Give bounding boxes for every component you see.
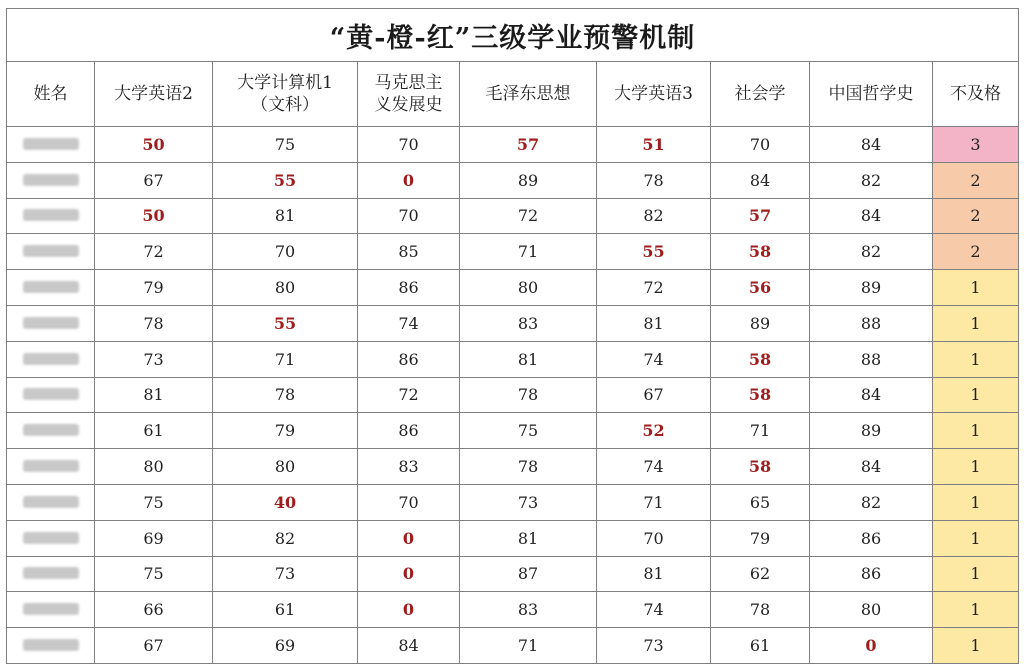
score-cell[interactable]: 40 <box>213 484 358 520</box>
score-cell[interactable]: 74 <box>597 592 711 628</box>
fail-count-cell[interactable]: 1 <box>933 484 1019 520</box>
score-cell[interactable]: 50 <box>95 198 213 234</box>
student-name-cell[interactable] <box>7 628 95 664</box>
score-cell[interactable]: 78 <box>597 162 711 198</box>
student-name-cell[interactable] <box>7 592 95 628</box>
student-name-cell[interactable] <box>7 305 95 341</box>
redacted-name <box>23 424 79 436</box>
fail-count-cell[interactable]: 1 <box>933 449 1019 485</box>
redacted-name <box>23 603 79 615</box>
student-name-cell[interactable] <box>7 449 95 485</box>
header-row <box>7 62 1019 127</box>
score-cell[interactable]: 70 <box>358 198 460 234</box>
score-cell[interactable]: 70 <box>213 234 358 270</box>
fail-count-cell[interactable]: 1 <box>933 592 1019 628</box>
student-name-cell[interactable] <box>7 341 95 377</box>
score-cell[interactable]: 65 <box>711 484 810 520</box>
score-cell[interactable]: 58 <box>711 234 810 270</box>
score-cell[interactable]: 88 <box>810 341 933 377</box>
table-row <box>7 484 1019 520</box>
score-cell[interactable]: 58 <box>711 341 810 377</box>
student-name-cell[interactable] <box>7 413 95 449</box>
score-cell[interactable]: 72 <box>358 377 460 413</box>
score-cell[interactable]: 71 <box>213 341 358 377</box>
score-cell[interactable]: 61 <box>711 628 810 664</box>
score-cell[interactable]: 69 <box>95 520 213 556</box>
redacted-name <box>23 532 79 544</box>
score-cell[interactable]: 80 <box>213 270 358 306</box>
fail-count-cell[interactable]: 1 <box>933 628 1019 664</box>
redacted-name <box>23 174 79 186</box>
score-cell[interactable]: 51 <box>597 127 711 163</box>
score-cell[interactable]: 75 <box>95 556 213 592</box>
score-cell[interactable]: 57 <box>460 127 597 163</box>
redacted-name <box>23 496 79 508</box>
table-row <box>7 162 1019 198</box>
score-cell[interactable]: 81 <box>460 520 597 556</box>
student-name-cell[interactable] <box>7 127 95 163</box>
score-cell[interactable]: 79 <box>711 520 810 556</box>
score-cell[interactable]: 83 <box>460 305 597 341</box>
fail-count-cell[interactable]: 1 <box>933 270 1019 306</box>
fail-count-cell[interactable]: 1 <box>933 341 1019 377</box>
redacted-name <box>23 353 79 365</box>
score-cell[interactable]: 72 <box>95 234 213 270</box>
score-cell[interactable]: 74 <box>358 305 460 341</box>
score-cell[interactable]: 75 <box>460 413 597 449</box>
score-cell[interactable]: 71 <box>460 628 597 664</box>
redacted-name <box>23 209 79 221</box>
score-cell[interactable]: 84 <box>711 162 810 198</box>
table-row <box>7 556 1019 592</box>
score-cell[interactable]: 75 <box>95 484 213 520</box>
score-cell[interactable]: 84 <box>810 377 933 413</box>
score-cell[interactable]: 69 <box>213 628 358 664</box>
score-cell[interactable]: 78 <box>95 305 213 341</box>
score-cell[interactable]: 71 <box>711 413 810 449</box>
score-cell[interactable]: 67 <box>597 377 711 413</box>
student-name-cell[interactable] <box>7 484 95 520</box>
score-cell[interactable]: 84 <box>810 449 933 485</box>
column-header[interactable]: 社会学 <box>711 62 810 127</box>
score-cell[interactable]: 80 <box>95 449 213 485</box>
score-cell[interactable]: 86 <box>358 413 460 449</box>
score-cell[interactable]: 50 <box>95 127 213 163</box>
score-cell[interactable]: 86 <box>810 520 933 556</box>
score-cell[interactable]: 87 <box>460 556 597 592</box>
table-row <box>7 413 1019 449</box>
fail-count-cell[interactable]: 1 <box>933 305 1019 341</box>
table-row <box>7 592 1019 628</box>
fail-count-cell[interactable]: 3 <box>933 127 1019 163</box>
score-cell[interactable]: 70 <box>358 127 460 163</box>
score-cell[interactable]: 70 <box>711 127 810 163</box>
score-cell[interactable]: 86 <box>358 270 460 306</box>
title-row <box>7 9 1019 62</box>
table-row <box>7 127 1019 163</box>
score-cell[interactable]: 82 <box>810 234 933 270</box>
score-cell[interactable]: 78 <box>213 377 358 413</box>
score-cell[interactable]: 61 <box>213 592 358 628</box>
grade-warning-table <box>6 8 1019 664</box>
student-name-cell[interactable] <box>7 520 95 556</box>
student-name-cell[interactable] <box>7 198 95 234</box>
score-cell[interactable]: 80 <box>810 592 933 628</box>
score-cell[interactable]: 80 <box>213 449 358 485</box>
score-cell[interactable]: 81 <box>597 305 711 341</box>
score-cell[interactable]: 72 <box>460 198 597 234</box>
redacted-name <box>23 639 79 651</box>
score-cell[interactable]: 62 <box>711 556 810 592</box>
score-cell[interactable]: 0 <box>358 162 460 198</box>
score-cell[interactable]: 86 <box>810 556 933 592</box>
score-cell[interactable]: 55 <box>213 162 358 198</box>
redacted-name <box>23 460 79 472</box>
score-cell[interactable]: 83 <box>358 449 460 485</box>
student-name-cell[interactable] <box>7 377 95 413</box>
column-header[interactable]: 毛泽东思想 <box>460 62 597 127</box>
table-row <box>7 270 1019 306</box>
redacted-name <box>23 281 79 293</box>
score-cell[interactable]: 89 <box>460 162 597 198</box>
score-cell[interactable]: 58 <box>711 449 810 485</box>
student-name-cell[interactable] <box>7 162 95 198</box>
score-cell[interactable]: 82 <box>597 198 711 234</box>
score-cell[interactable]: 85 <box>358 234 460 270</box>
score-cell[interactable]: 55 <box>213 305 358 341</box>
score-cell[interactable]: 61 <box>95 413 213 449</box>
score-cell[interactable]: 67 <box>95 628 213 664</box>
score-cell[interactable]: 89 <box>810 413 933 449</box>
score-cell[interactable]: 81 <box>460 341 597 377</box>
score-cell[interactable]: 74 <box>597 449 711 485</box>
column-header[interactable]: 大学英语2 <box>95 62 213 127</box>
score-cell[interactable]: 66 <box>95 592 213 628</box>
fail-count-cell[interactable]: 1 <box>933 520 1019 556</box>
redacted-name <box>23 388 79 400</box>
score-cell[interactable]: 82 <box>810 162 933 198</box>
score-cell[interactable]: 81 <box>597 556 711 592</box>
table-row <box>7 628 1019 664</box>
score-cell[interactable]: 73 <box>460 484 597 520</box>
fail-count-cell[interactable]: 1 <box>933 413 1019 449</box>
score-cell[interactable]: 81 <box>95 377 213 413</box>
table-row <box>7 305 1019 341</box>
fail-count-cell[interactable]: 2 <box>933 162 1019 198</box>
score-cell[interactable]: 0 <box>358 592 460 628</box>
student-name-cell[interactable] <box>7 270 95 306</box>
table-title: “黄-橙-红”三级学业预警机制 <box>7 9 1019 62</box>
fail-count-cell[interactable]: 2 <box>933 198 1019 234</box>
score-cell[interactable]: 58 <box>711 377 810 413</box>
score-cell[interactable]: 86 <box>358 341 460 377</box>
score-cell[interactable]: 55 <box>597 234 711 270</box>
student-name-cell[interactable] <box>7 234 95 270</box>
fail-count-cell[interactable]: 2 <box>933 234 1019 270</box>
table-row <box>7 234 1019 270</box>
score-cell[interactable]: 72 <box>597 270 711 306</box>
redacted-name <box>23 317 79 329</box>
score-cell[interactable]: 67 <box>95 162 213 198</box>
table-row <box>7 198 1019 234</box>
score-cell[interactable]: 82 <box>213 520 358 556</box>
score-cell[interactable]: 78 <box>711 592 810 628</box>
student-name-cell[interactable] <box>7 556 95 592</box>
redacted-name <box>23 567 79 579</box>
redacted-name <box>23 245 79 257</box>
score-cell[interactable]: 73 <box>597 628 711 664</box>
score-cell[interactable]: 81 <box>213 198 358 234</box>
table-row <box>7 377 1019 413</box>
score-cell[interactable]: 79 <box>95 270 213 306</box>
score-cell[interactable]: 74 <box>597 341 711 377</box>
score-cell[interactable]: 82 <box>810 484 933 520</box>
score-cell[interactable]: 79 <box>213 413 358 449</box>
fail-count-cell[interactable]: 1 <box>933 556 1019 592</box>
score-cell[interactable]: 83 <box>460 592 597 628</box>
fail-count-cell[interactable]: 1 <box>933 377 1019 413</box>
column-header[interactable]: 大学计算机1 （文科） <box>213 62 358 127</box>
score-cell[interactable]: 84 <box>358 628 460 664</box>
redacted-name <box>23 138 79 150</box>
score-cell[interactable]: 84 <box>810 127 933 163</box>
score-cell[interactable]: 89 <box>711 305 810 341</box>
score-cell[interactable]: 57 <box>711 198 810 234</box>
table-row <box>7 520 1019 556</box>
table-row <box>7 341 1019 377</box>
column-header[interactable]: 不及格 <box>933 62 1019 127</box>
score-cell[interactable]: 71 <box>460 234 597 270</box>
column-header[interactable]: 姓名 <box>7 62 95 127</box>
score-cell[interactable]: 0 <box>810 628 933 664</box>
score-cell[interactable]: 70 <box>597 520 711 556</box>
score-cell[interactable]: 88 <box>810 305 933 341</box>
score-cell[interactable]: 73 <box>213 556 358 592</box>
score-cell[interactable]: 70 <box>358 484 460 520</box>
score-cell[interactable]: 71 <box>597 484 711 520</box>
score-cell[interactable]: 75 <box>213 127 358 163</box>
score-cell[interactable]: 89 <box>810 270 933 306</box>
score-cell[interactable]: 52 <box>597 413 711 449</box>
score-cell[interactable]: 78 <box>460 377 597 413</box>
score-cell[interactable]: 80 <box>460 270 597 306</box>
column-header[interactable]: 大学英语3 <box>597 62 711 127</box>
score-cell[interactable]: 73 <box>95 341 213 377</box>
column-header[interactable]: 中国哲学史 <box>810 62 933 127</box>
score-cell[interactable]: 0 <box>358 556 460 592</box>
score-cell[interactable]: 0 <box>358 520 460 556</box>
score-cell[interactable]: 56 <box>711 270 810 306</box>
column-header[interactable]: 马克思主 义发展史 <box>358 62 460 127</box>
table-row <box>7 449 1019 485</box>
score-cell[interactable]: 78 <box>460 449 597 485</box>
score-cell[interactable]: 84 <box>810 198 933 234</box>
